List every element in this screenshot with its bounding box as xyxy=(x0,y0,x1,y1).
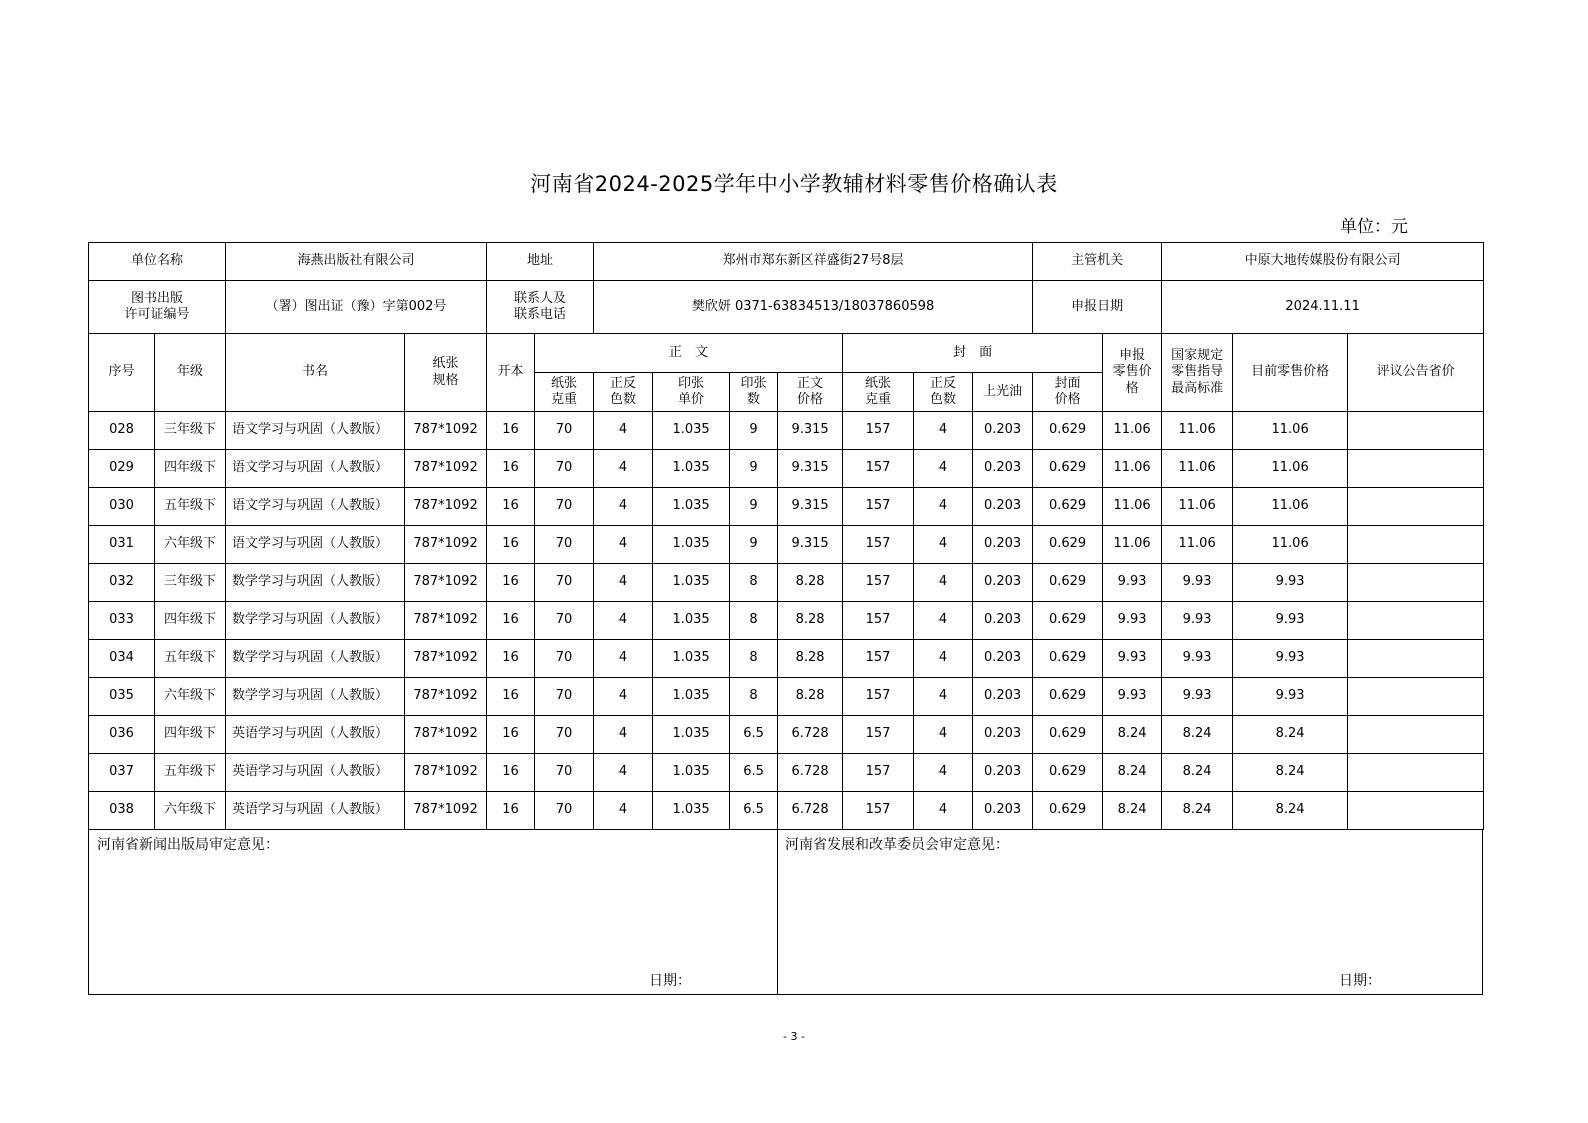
cell-bs: 8 xyxy=(730,602,778,640)
cell-bw: 70 xyxy=(535,792,594,830)
cell-seq: 031 xyxy=(89,526,155,564)
header-province: 评议公告省价 xyxy=(1348,334,1484,412)
cell-cg: 0.203 xyxy=(973,792,1033,830)
cell-format: 16 xyxy=(487,754,535,792)
cell-grade: 六年级下 xyxy=(155,792,226,830)
unit-label: 单位：元 xyxy=(1340,217,1408,237)
cell-grade: 五年级下 xyxy=(155,488,226,526)
cell-province xyxy=(1348,792,1484,830)
cell-seq: 035 xyxy=(89,678,155,716)
cell-province xyxy=(1348,678,1484,716)
cell-bu: 1.035 xyxy=(653,526,730,564)
cell-seq: 030 xyxy=(89,488,155,526)
review-section xyxy=(88,830,1483,995)
cell-paper: 787*1092 xyxy=(405,488,487,526)
cell-bp: 8.28 xyxy=(778,564,843,602)
header-body-sheets-line-1: 印张 xyxy=(740,375,767,391)
cell-bu: 1.035 xyxy=(653,488,730,526)
cell-declared: 8.24 xyxy=(1103,716,1162,754)
cell-grade: 五年级下 xyxy=(155,754,226,792)
header-cover-price-line-2: 价格 xyxy=(1054,392,1081,407)
cell-bs: 6.5 xyxy=(730,792,778,830)
cell-format: 16 xyxy=(487,792,535,830)
cell-seq: 032 xyxy=(89,564,155,602)
cell-cc: 4 xyxy=(914,564,973,602)
cell-grade: 四年级下 xyxy=(155,602,226,640)
cell-bw: 70 xyxy=(535,526,594,564)
header-cover-weight-line-1: 纸张 xyxy=(865,375,892,391)
cell-cw: 157 xyxy=(843,678,914,716)
cell-bp: 8.28 xyxy=(778,678,843,716)
page-number: - 3 - xyxy=(783,1030,805,1043)
cell-bu: 1.035 xyxy=(653,792,730,830)
cell-bp: 6.728 xyxy=(778,716,843,754)
header-body-group: 正 文 xyxy=(535,334,843,373)
cell-bw: 70 xyxy=(535,716,594,754)
table-row xyxy=(89,564,1484,602)
cell-book: 英语学习与巩固（人教版） xyxy=(226,716,405,754)
cell-province xyxy=(1348,640,1484,678)
cell-cc: 4 xyxy=(914,792,973,830)
cell-book: 语文学习与巩固（人教版） xyxy=(226,488,405,526)
header-declared-line-3: 格 xyxy=(1125,380,1139,396)
cell-grade: 六年级下 xyxy=(155,526,226,564)
cell-declared: 9.93 xyxy=(1103,564,1162,602)
cell-bw: 70 xyxy=(535,488,594,526)
cell-province xyxy=(1348,412,1484,450)
press-bureau-review-date: 日期： xyxy=(649,973,691,989)
data-rows xyxy=(89,412,1484,830)
cell-grade: 四年级下 xyxy=(155,716,226,754)
cell-current: 9.93 xyxy=(1233,640,1348,678)
cell-bc: 4 xyxy=(594,450,653,488)
cell-seq: 038 xyxy=(89,792,155,830)
cell-cg: 0.203 xyxy=(973,450,1033,488)
cell-paper: 787*1092 xyxy=(405,640,487,678)
authority-label: 主管机关 xyxy=(1033,243,1162,281)
cell-paper: 787*1092 xyxy=(405,678,487,716)
header-cover-weight-line-2: 克重 xyxy=(865,392,892,407)
cell-grade: 三年级下 xyxy=(155,564,226,602)
cell-province xyxy=(1348,488,1484,526)
header-declared xyxy=(1103,334,1162,412)
cell-bc: 4 xyxy=(594,488,653,526)
license-label xyxy=(89,281,226,334)
cell-grade: 三年级下 xyxy=(155,412,226,450)
cell-bp: 8.28 xyxy=(778,640,843,678)
cell-current: 11.06 xyxy=(1233,450,1348,488)
cell-bc: 4 xyxy=(594,640,653,678)
cell-format: 16 xyxy=(487,602,535,640)
table-row xyxy=(89,450,1484,488)
cell-book: 英语学习与巩固（人教版） xyxy=(226,754,405,792)
table-row xyxy=(89,754,1484,792)
cell-cp: 0.629 xyxy=(1033,526,1103,564)
cell-cc: 4 xyxy=(914,716,973,754)
cell-declared: 11.06 xyxy=(1103,526,1162,564)
cell-bw: 70 xyxy=(535,602,594,640)
cell-cc: 4 xyxy=(914,602,973,640)
cell-national: 9.93 xyxy=(1162,640,1233,678)
cell-cw: 157 xyxy=(843,716,914,754)
header-national-line-3: 最高标准 xyxy=(1171,380,1224,396)
cell-cp: 0.629 xyxy=(1033,678,1103,716)
cell-bp: 8.28 xyxy=(778,602,843,640)
header-body-colors-line-2: 色数 xyxy=(610,392,637,407)
cell-bu: 1.035 xyxy=(653,412,730,450)
cell-cc: 4 xyxy=(914,450,973,488)
cell-bw: 70 xyxy=(535,640,594,678)
license-value: （署）图出证（豫）字第002号 xyxy=(226,281,487,334)
header-paper xyxy=(405,334,487,412)
cell-national: 9.93 xyxy=(1162,678,1233,716)
cell-format: 16 xyxy=(487,678,535,716)
cell-book: 语文学习与巩固（人教版） xyxy=(226,412,405,450)
header-declared-line-2: 零售价 xyxy=(1112,364,1152,380)
table-row xyxy=(89,716,1484,754)
cell-declared: 11.06 xyxy=(1103,412,1162,450)
cell-grade: 六年级下 xyxy=(155,678,226,716)
header-cover-weight xyxy=(843,373,914,412)
cell-cp: 0.629 xyxy=(1033,754,1103,792)
cell-cc: 4 xyxy=(914,488,973,526)
cell-cp: 0.629 xyxy=(1033,450,1103,488)
header-cover-price xyxy=(1033,373,1103,412)
cell-bu: 1.035 xyxy=(653,754,730,792)
cell-seq: 034 xyxy=(89,640,155,678)
cell-book: 英语学习与巩固（人教版） xyxy=(226,792,405,830)
cell-format: 16 xyxy=(487,640,535,678)
cell-paper: 787*1092 xyxy=(405,754,487,792)
header-cover-price-line-1: 封面 xyxy=(1054,375,1081,391)
cell-cw: 157 xyxy=(843,640,914,678)
price-confirmation-table xyxy=(88,242,1484,830)
contact-label xyxy=(487,281,594,334)
cell-bc: 4 xyxy=(594,678,653,716)
cell-cp: 0.629 xyxy=(1033,564,1103,602)
cell-seq: 037 xyxy=(89,754,155,792)
cell-province xyxy=(1348,450,1484,488)
cell-cw: 157 xyxy=(843,602,914,640)
header-format: 开本 xyxy=(487,334,535,412)
header-national-line-1: 国家规定 xyxy=(1171,348,1224,364)
cell-bp: 9.315 xyxy=(778,450,843,488)
cell-paper: 787*1092 xyxy=(405,412,487,450)
unit-name-label: 单位名称 xyxy=(89,243,226,281)
cell-bc: 4 xyxy=(594,792,653,830)
cell-cg: 0.203 xyxy=(973,412,1033,450)
cell-declared: 8.24 xyxy=(1103,754,1162,792)
cell-cg: 0.203 xyxy=(973,526,1033,564)
cell-bw: 70 xyxy=(535,412,594,450)
cell-bs: 9 xyxy=(730,450,778,488)
contact-label-line-1: 联系人及 xyxy=(514,290,567,306)
authority-value: 中原大地传媒股份有限公司 xyxy=(1162,243,1484,281)
cell-cg: 0.203 xyxy=(973,602,1033,640)
header-paper-line-2: 规格 xyxy=(432,372,459,388)
header-body-unit xyxy=(653,373,730,412)
drc-review-label: 河南省发展和改革委员会审定意见： xyxy=(785,837,1009,853)
header-body-weight xyxy=(535,373,594,412)
cell-declared: 9.93 xyxy=(1103,602,1162,640)
cell-bs: 9 xyxy=(730,488,778,526)
table-row xyxy=(89,678,1484,716)
cell-paper: 787*1092 xyxy=(405,602,487,640)
press-bureau-review-label: 河南省新闻出版局审定意见： xyxy=(97,837,279,853)
header-body-colors xyxy=(594,373,653,412)
cell-paper: 787*1092 xyxy=(405,792,487,830)
cell-cw: 157 xyxy=(843,526,914,564)
header-cover-gloss: 上光油 xyxy=(973,373,1033,412)
address-value: 郑州市郑东新区祥盛街27号8层 xyxy=(594,243,1033,281)
cell-national: 11.06 xyxy=(1162,526,1233,564)
cell-current: 9.93 xyxy=(1233,564,1348,602)
cell-cp: 0.629 xyxy=(1033,792,1103,830)
cell-bw: 70 xyxy=(535,754,594,792)
cell-bs: 8 xyxy=(730,640,778,678)
table-row xyxy=(89,792,1484,830)
page-title: 河南省2024-2025学年中小学教辅材料零售价格确认表 xyxy=(530,172,1058,196)
drc-review-date: 日期： xyxy=(1339,973,1381,989)
cell-bc: 4 xyxy=(594,754,653,792)
cell-cg: 0.203 xyxy=(973,678,1033,716)
cell-book: 语文学习与巩固（人教版） xyxy=(226,450,405,488)
cell-bu: 1.035 xyxy=(653,716,730,754)
cell-cw: 157 xyxy=(843,754,914,792)
cell-bw: 70 xyxy=(535,450,594,488)
header-body-colors-line-1: 正反 xyxy=(610,375,637,391)
cell-cg: 0.203 xyxy=(973,754,1033,792)
cell-cc: 4 xyxy=(914,678,973,716)
cell-cp: 0.629 xyxy=(1033,412,1103,450)
cell-bc: 4 xyxy=(594,564,653,602)
cell-province xyxy=(1348,602,1484,640)
cell-paper: 787*1092 xyxy=(405,526,487,564)
cell-current: 11.06 xyxy=(1233,488,1348,526)
header-book: 书名 xyxy=(226,334,405,412)
header-body-weight-line-2: 克重 xyxy=(551,392,578,407)
table-row xyxy=(89,602,1484,640)
header-body-price-line-2: 价格 xyxy=(797,392,824,407)
table-row xyxy=(89,526,1484,564)
cell-cg: 0.203 xyxy=(973,564,1033,602)
cell-declared: 11.06 xyxy=(1103,488,1162,526)
cell-bs: 9 xyxy=(730,526,778,564)
cell-cg: 0.203 xyxy=(973,640,1033,678)
header-national-line-2: 零售指导 xyxy=(1171,364,1224,380)
cell-current: 9.93 xyxy=(1233,602,1348,640)
header-cover-colors xyxy=(914,373,973,412)
cell-paper: 787*1092 xyxy=(405,716,487,754)
header-national xyxy=(1162,334,1233,412)
cell-book: 数学学习与巩固（人教版） xyxy=(226,564,405,602)
header-cover-colors-line-2: 色数 xyxy=(930,392,957,407)
unit-name-value: 海燕出版社有限公司 xyxy=(226,243,487,281)
cell-bp: 6.728 xyxy=(778,754,843,792)
cell-bu: 1.035 xyxy=(653,678,730,716)
cell-national: 11.06 xyxy=(1162,450,1233,488)
cell-province xyxy=(1348,526,1484,564)
cell-current: 8.24 xyxy=(1233,792,1348,830)
table-row xyxy=(89,412,1484,450)
cell-format: 16 xyxy=(487,450,535,488)
header-declared-line-1: 申报 xyxy=(1119,348,1146,364)
cell-format: 16 xyxy=(487,564,535,602)
cell-bs: 6.5 xyxy=(730,716,778,754)
declare-date-value: 2024.11.11 xyxy=(1162,281,1484,334)
cell-book: 数学学习与巩固（人教版） xyxy=(226,678,405,716)
cell-bp: 9.315 xyxy=(778,526,843,564)
cell-format: 16 xyxy=(487,488,535,526)
cell-bu: 1.035 xyxy=(653,450,730,488)
cell-bc: 4 xyxy=(594,716,653,754)
cell-national: 8.24 xyxy=(1162,792,1233,830)
cell-cw: 157 xyxy=(843,450,914,488)
header-body-sheets-line-2: 数 xyxy=(747,392,761,407)
header-seq: 序号 xyxy=(89,334,155,412)
cell-bs: 8 xyxy=(730,564,778,602)
cell-province xyxy=(1348,716,1484,754)
table-row xyxy=(89,640,1484,678)
cell-cw: 157 xyxy=(843,412,914,450)
header-current: 目前零售价格 xyxy=(1233,334,1348,412)
header-row-1 xyxy=(89,334,1484,373)
cell-cw: 157 xyxy=(843,564,914,602)
cell-cg: 0.203 xyxy=(973,716,1033,754)
info-row-1 xyxy=(89,243,1484,281)
cell-seq: 028 xyxy=(89,412,155,450)
cell-bu: 1.035 xyxy=(653,602,730,640)
header-body-price xyxy=(778,373,843,412)
cell-bu: 1.035 xyxy=(653,640,730,678)
cell-paper: 787*1092 xyxy=(405,564,487,602)
cell-declared: 9.93 xyxy=(1103,640,1162,678)
cell-format: 16 xyxy=(487,716,535,754)
cell-current: 11.06 xyxy=(1233,526,1348,564)
cell-cc: 4 xyxy=(914,640,973,678)
cell-bc: 4 xyxy=(594,412,653,450)
header-body-weight-line-1: 纸张 xyxy=(551,375,578,391)
cell-province xyxy=(1348,754,1484,792)
contact-value: 樊欣妍 0371-63834513/18037860598 xyxy=(594,281,1033,334)
cell-bp: 6.728 xyxy=(778,792,843,830)
table-row xyxy=(89,488,1484,526)
cell-bw: 70 xyxy=(535,564,594,602)
cell-national: 11.06 xyxy=(1162,488,1233,526)
cell-bp: 9.315 xyxy=(778,488,843,526)
cell-bs: 8 xyxy=(730,678,778,716)
cell-bw: 70 xyxy=(535,678,594,716)
review-divider xyxy=(777,830,778,994)
cell-seq: 033 xyxy=(89,602,155,640)
cell-cc: 4 xyxy=(914,754,973,792)
cell-grade: 四年级下 xyxy=(155,450,226,488)
cell-cp: 0.629 xyxy=(1033,640,1103,678)
cell-national: 8.24 xyxy=(1162,754,1233,792)
cell-cg: 0.203 xyxy=(973,488,1033,526)
header-body-sheets xyxy=(730,373,778,412)
cell-national: 9.93 xyxy=(1162,564,1233,602)
cell-cc: 4 xyxy=(914,526,973,564)
cell-cc: 4 xyxy=(914,412,973,450)
cell-format: 16 xyxy=(487,412,535,450)
cell-bc: 4 xyxy=(594,526,653,564)
cell-cp: 0.629 xyxy=(1033,602,1103,640)
cell-bu: 1.035 xyxy=(653,564,730,602)
header-paper-line-1: 纸张 xyxy=(432,356,459,372)
contact-label-line-2: 联系电话 xyxy=(514,307,567,322)
address-label: 地址 xyxy=(487,243,594,281)
cell-book: 数学学习与巩固（人教版） xyxy=(226,602,405,640)
cell-seq: 036 xyxy=(89,716,155,754)
cell-bc: 4 xyxy=(594,602,653,640)
cell-national: 9.93 xyxy=(1162,602,1233,640)
cell-bp: 9.315 xyxy=(778,412,843,450)
cell-declared: 8.24 xyxy=(1103,792,1162,830)
cell-book: 语文学习与巩固（人教版） xyxy=(226,526,405,564)
cell-cp: 0.629 xyxy=(1033,488,1103,526)
cell-current: 8.24 xyxy=(1233,716,1348,754)
cell-current: 9.93 xyxy=(1233,678,1348,716)
cell-national: 11.06 xyxy=(1162,412,1233,450)
cell-cp: 0.629 xyxy=(1033,716,1103,754)
header-grade: 年级 xyxy=(155,334,226,412)
declare-date-label: 申报日期 xyxy=(1033,281,1162,334)
header-cover-colors-line-1: 正反 xyxy=(930,375,957,391)
cell-national: 8.24 xyxy=(1162,716,1233,754)
cell-current: 11.06 xyxy=(1233,412,1348,450)
license-label-line-2: 许可证编号 xyxy=(124,307,190,322)
cell-book: 数学学习与巩固（人教版） xyxy=(226,640,405,678)
cell-bs: 9 xyxy=(730,412,778,450)
cell-format: 16 xyxy=(487,526,535,564)
cell-paper: 787*1092 xyxy=(405,450,487,488)
cell-province xyxy=(1348,564,1484,602)
cell-grade: 五年级下 xyxy=(155,640,226,678)
cell-cw: 157 xyxy=(843,792,914,830)
cell-declared: 9.93 xyxy=(1103,678,1162,716)
header-body-unit-line-1: 印张 xyxy=(678,375,705,391)
header-body-price-line-1: 正文 xyxy=(797,375,824,391)
info-row-2 xyxy=(89,281,1484,334)
header-cover-group: 封 面 xyxy=(843,334,1103,373)
cell-cw: 157 xyxy=(843,488,914,526)
header-body-unit-line-2: 单价 xyxy=(678,392,705,407)
cell-bs: 6.5 xyxy=(730,754,778,792)
license-label-line-1: 图书出版 xyxy=(131,290,184,306)
cell-declared: 11.06 xyxy=(1103,450,1162,488)
cell-current: 8.24 xyxy=(1233,754,1348,792)
cell-seq: 029 xyxy=(89,450,155,488)
